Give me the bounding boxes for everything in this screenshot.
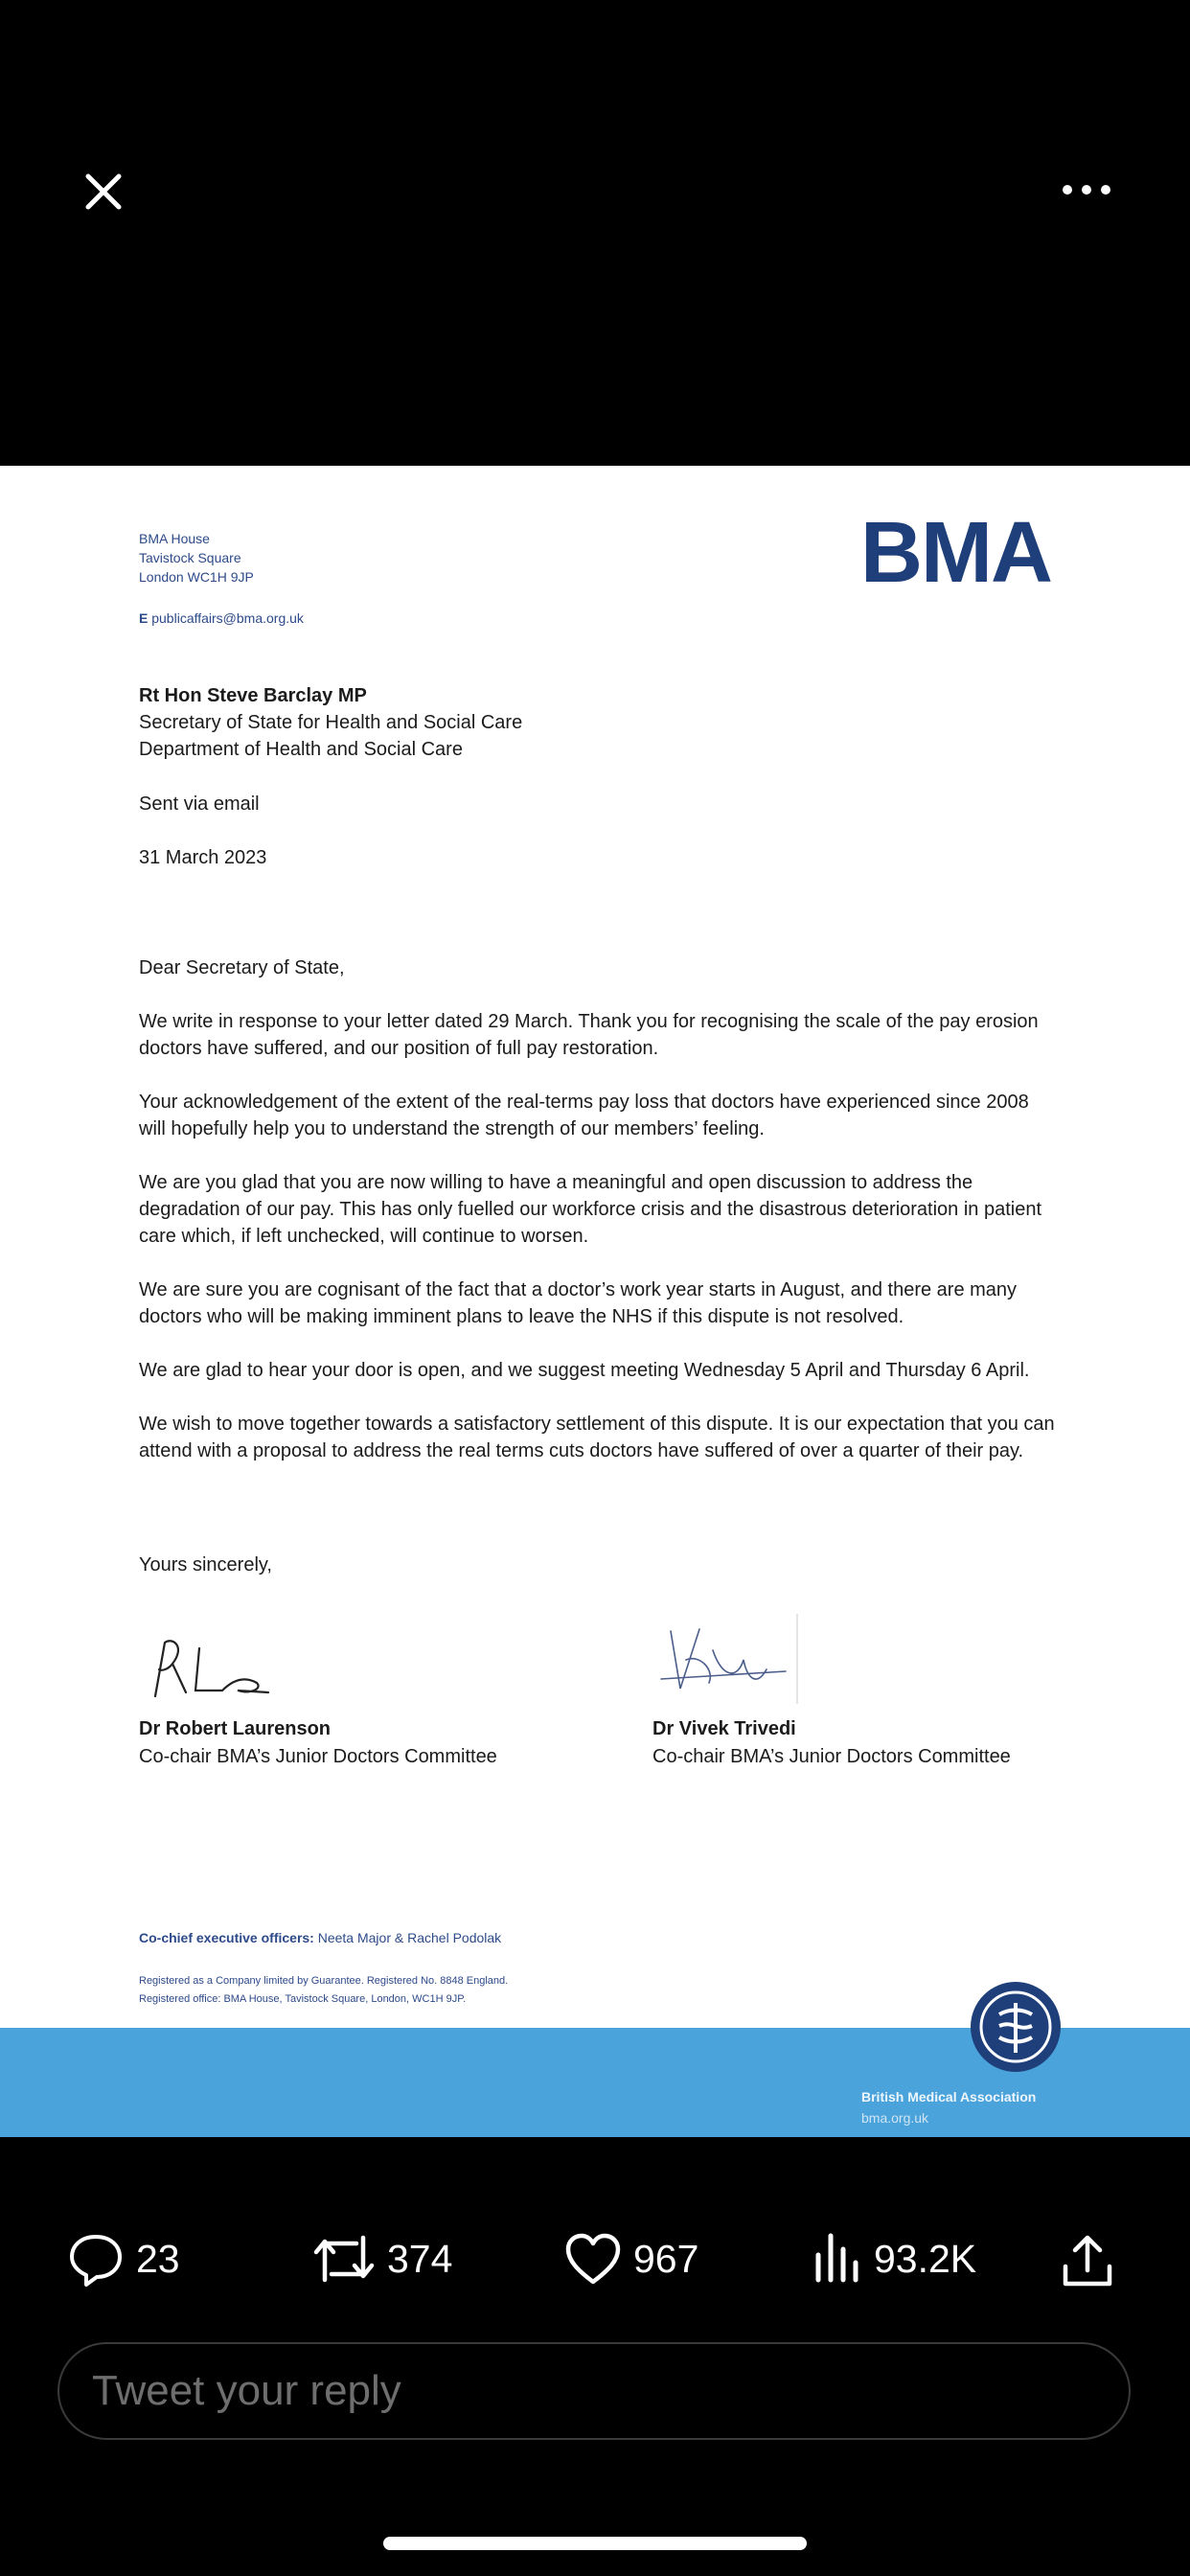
like-count: 967 — [633, 2236, 699, 2281]
sender-address-line: Tavistock Square — [139, 550, 241, 565]
home-indicator[interactable] — [383, 2537, 807, 2550]
like-icon — [564, 2232, 622, 2286]
signatory-2 — [652, 1715, 1011, 1771]
signatory-name: Dr Vivek Trivedi — [652, 1718, 796, 1739]
recipient-department: Department of Health and Social Care — [139, 739, 463, 760]
signatory-name: Dr Robert Laurenson — [139, 1718, 332, 1739]
signatory-role: Co-chair BMA’s Junior Doctors Committee — [652, 1746, 1011, 1767]
paragraph: We write in response to your letter dated 29 March. Thank you for recognising the scale of the pay erosion doctors have suffered, and our position of full pay restoration. — [139, 1011, 1039, 1059]
reply-input[interactable] — [57, 2342, 1131, 2440]
recipient-title: Secretary of State for Health and Social Care — [139, 712, 523, 733]
recipient-name: Rt Hon Steve Barclay MP — [139, 685, 367, 706]
reply-icon — [67, 2230, 125, 2288]
share-button[interactable] — [1060, 2227, 1115, 2294]
sender-address-line: London WC1H 9JP — [139, 569, 254, 585]
paragraph: Your acknowledgement of the extent of the real-terms pay loss that doctors have experienced since 2008 will hopefully help you to understand the strength of our members’ feeling. — [139, 1092, 1029, 1139]
top-bar — [0, 0, 1190, 466]
sender-address-line: BMA House — [139, 531, 210, 546]
signature-trivedi — [652, 1612, 805, 1704]
registration-line: Registered as a Company limited by Guarantee. Registered No. 8848 England. — [139, 1975, 509, 1987]
like-button[interactable] — [564, 2225, 698, 2292]
more-options-icon[interactable] — [1056, 169, 1117, 211]
views-button[interactable] — [812, 2225, 976, 2292]
paragraph: We are sure you are cognisant of the fact that a doctor’s work year starts in August, and there are many doctors who will be making imminent plans to leave the NHS if this dispute is not resolved. — [139, 1279, 1018, 1327]
letter-image[interactable] — [0, 466, 1190, 2137]
reply-count: 23 — [136, 2236, 180, 2281]
sender-email — [139, 610, 304, 626]
email-label: E — [139, 610, 149, 626]
recipient-block — [139, 682, 522, 763]
sent-via: Sent via email — [139, 794, 260, 815]
close-icon[interactable] — [75, 163, 132, 220]
executives-label: Co-chief executive officers: — [139, 1930, 314, 1945]
reply-button[interactable] — [67, 2225, 180, 2292]
paragraph: We are glad to hear your door is open, and we suggest meeting Wednesday 5 April and Thursday 6 April. — [139, 1360, 1030, 1381]
signature-laurenson — [144, 1633, 287, 1702]
footer-executives — [139, 1930, 501, 1945]
closing: Yours sincerely, — [139, 1554, 272, 1576]
paragraph: We wish to move together towards a satisfactory settlement of this dispute. It is our expectation that you can attend with a proposal to address the real terms cuts doctors have suffered of over a quarter of their pay. — [139, 1414, 1055, 1461]
salutation: Dear Secretary of State, — [139, 957, 345, 978]
signatory-1 — [139, 1715, 497, 1771]
executives-names: Neeta Major & Rachel Podolak — [317, 1930, 502, 1945]
paragraph: We are you glad that you are now willing to have a meaningful and open discussion to address the degradation of our pay. This has only fuelled our workforce crisis and the disastrous deterioration in patient care which, if left unchecked, will continue to worsen. — [139, 1172, 1042, 1247]
bma-emblem-icon — [971, 1982, 1061, 2072]
signatory-role: Co-chair BMA’s Junior Doctors Committee — [139, 1746, 497, 1767]
registration-line: Registered office: BMA House, Tavistock Square, London, WC1H 9JP. — [139, 1993, 467, 2005]
retweet-count: 374 — [387, 2236, 453, 2281]
views-icon — [812, 2232, 862, 2286]
bma-logo: BMA — [860, 505, 1051, 601]
retweet-icon — [312, 2230, 376, 2288]
view-count: 93.2K — [874, 2236, 977, 2281]
footer-website: bma.org.uk — [861, 2110, 929, 2126]
footer-brand: British Medical Association — [861, 2089, 1037, 2104]
letter-date: 31 March 2023 — [139, 847, 267, 868]
footer-registration — [139, 1972, 508, 2009]
retweet-button[interactable] — [312, 2225, 452, 2292]
email-address: publicaffairs@bma.org.uk — [151, 610, 304, 626]
share-icon — [1060, 2232, 1115, 2289]
reply-placeholder: Tweet your reply — [92, 2367, 401, 2414]
letter-body — [139, 954, 1059, 1491]
sender-address — [139, 529, 254, 586]
